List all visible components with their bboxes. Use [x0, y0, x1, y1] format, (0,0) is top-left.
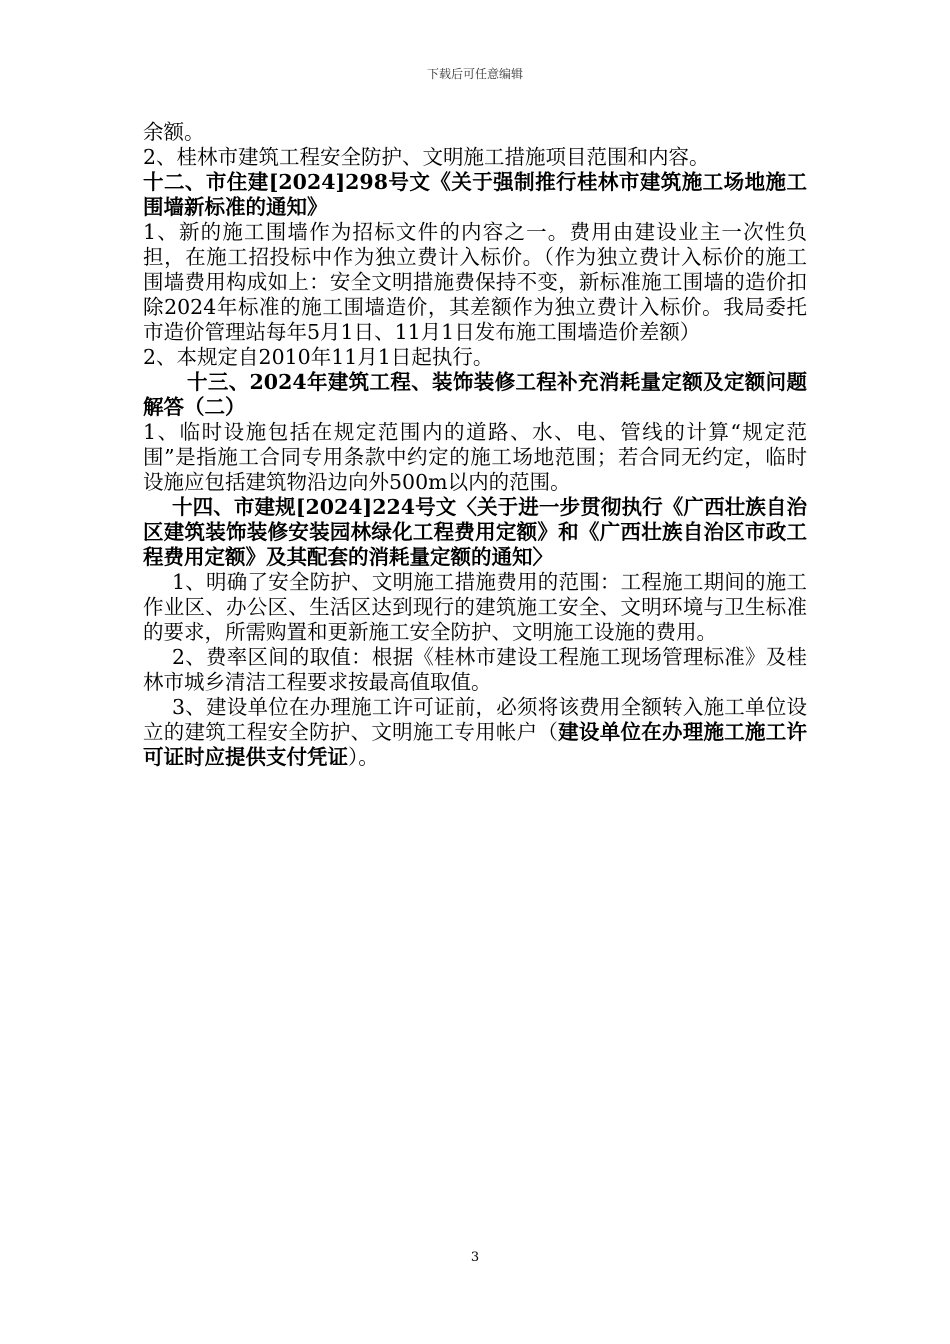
paragraph-wall-fee: 1、新的施工围墙作为招标文件的内容之一。费用由建设业主一次性负担，在施工招投标中作为独立费计入标价。（作为独立费计入标价的施工围墙费用构成如上：安全文明措施费保持不变，新标准施工围墙的造价扣除2024年标准的施工围墙造价，其差额作为独立费计入标价。我局委托市造价管理站每年5月1日、11月1日发布施工围墙造价差额）: [143, 220, 807, 344]
paragraph-temporary-facilities: 1、临时设施包括在规定范围内的道路、水、电、管线的计算“规定范围”是指施工合同专用条款中约定的施工场地范围；若合同无约定，临时设施应包括建筑物沿边向外500m以内的范围。: [143, 420, 807, 494]
page-number: 3: [470, 1250, 480, 1265]
paragraph-rate-range: 2、费率区间的取值：根据《桂林市建设工程施工现场管理标准》及桂林市城乡清洁工程要求按最高值取值。: [143, 645, 807, 694]
section-heading-12: 十二、市住建[2024]298号文《关于强制推行桂林市建筑施工场地施工围墙新标准的通知》: [143, 170, 807, 219]
section-heading-14: 十四、市建规[2024]224号文〈关于进一步贯彻执行《广西壮族自治区建筑装饰装修安装园林绿化工程费用定额》和《广西壮族自治区市政工程费用定额》及其配套的消耗量定额的通知〉: [143, 495, 807, 569]
section-heading-13: 十三、2024年建筑工程、装饰装修工程补充消耗量定额及定额问题解答（二）: [143, 370, 807, 419]
paragraph-item-2-scope: 2、桂林市建筑工程安全防护、文明施工措施项目范围和内容。: [143, 145, 710, 169]
paragraph-payment-transfer: [143, 695, 807, 770]
payment-text: 3、建设单位在办理施工许可证前，必须将该费用全额转入施工单位设立的建筑工程安全防护、文明施工专用帐户（: [143, 695, 807, 744]
page-header-note: 下载后可任意编辑: [426, 67, 523, 81]
payment-bold-note: 建设单位在办理施工施工许可证时应提供支付凭证: [143, 720, 808, 769]
paragraph-balance: 余额。: [143, 120, 205, 144]
document-body: [143, 120, 807, 770]
payment-tail: ）。: [348, 745, 379, 769]
paragraph-safety-scope: 1、明确了安全防护、文明施工措施费用的范围：工程施工期间的施工作业区、办公区、生活区达到现行的建筑施工安全、文明环境与卫生标准的要求，所需购置和更新施工安全防护、文明施工设施的费用。: [143, 570, 807, 644]
paragraph-effective-date: 2、本规定自2010年11月1日起执行。: [143, 345, 494, 369]
